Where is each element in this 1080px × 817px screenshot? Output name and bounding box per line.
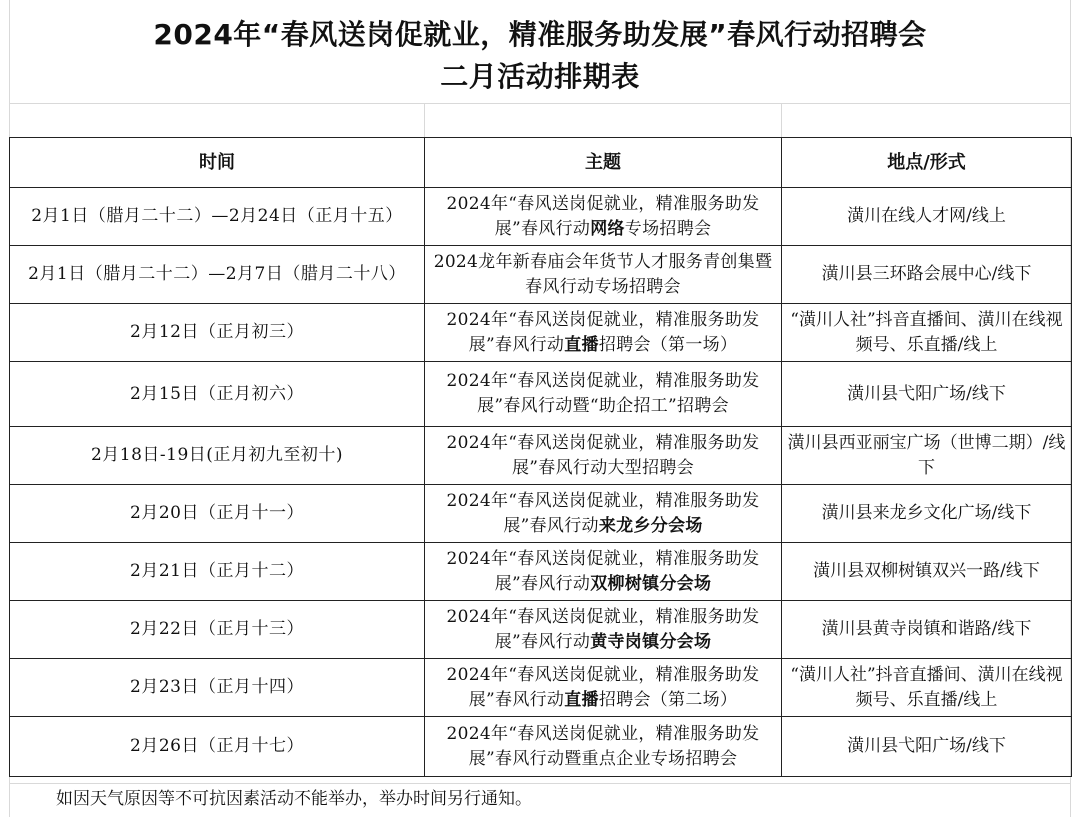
header-place: 地点/形式 [782, 138, 1072, 188]
table-row [10, 485, 1072, 543]
cell-time: 2月12日（正月初三） [10, 304, 425, 362]
cell-theme [425, 304, 782, 362]
theme-text: 2024年“春风送岗促就业，精准服务助发展”春风行动 [446, 309, 760, 355]
cell-place: 潢川在线人才网/线上 [782, 188, 1072, 246]
cell-place: 潢川县黄寺岗镇和谐路/线下 [782, 601, 1072, 659]
table-header-row [10, 138, 1072, 188]
table-row [10, 543, 1072, 601]
cell-place: 潢川县双柳树镇双兴一路/线下 [782, 543, 1072, 601]
title-line-2: 二月活动排期表 [440, 60, 640, 93]
header-time: 时间 [10, 138, 425, 188]
cell-time: 2月21日（正月十二） [10, 543, 425, 601]
theme-text: 2024年“春风送岗促就业，精准服务助发展”春风行动大型招聘会 [446, 432, 760, 478]
cell-place: 潢川县来龙乡文化广场/线下 [782, 485, 1072, 543]
cell-place: “潢川人社”抖音直播间、潢川在线视频号、乐直播/线上 [782, 659, 1072, 717]
cell-time: 2月15日（正月初六） [10, 362, 425, 427]
page-title [0, 14, 1080, 98]
cell-theme [425, 427, 782, 485]
cell-theme [425, 659, 782, 717]
table-row [10, 427, 1072, 485]
table-row [10, 188, 1072, 246]
footnote: 如因天气原因等不可抗因素活动不能举办，举办时间另行通知。 [56, 789, 532, 809]
theme-text: 2024年“春风送岗促就业，精准服务助发展”春风行动 [446, 548, 760, 594]
theme-text: 2024年“春风送岗促就业，精准服务助发展”春风行动 [446, 490, 760, 536]
theme-text: 2024龙年新春庙会年货节人才服务青创集暨春风行动专场招聘会 [433, 251, 773, 297]
theme-text: 招聘会（第一场） [598, 334, 738, 355]
table-row [10, 601, 1072, 659]
table-row [10, 717, 1072, 777]
cell-place: 潢川县三环路会展中心/线下 [782, 246, 1072, 304]
cell-time: 2月23日（正月十四） [10, 659, 425, 717]
cell-place: “潢川人社”抖音直播间、潢川在线视频号、乐直播/线上 [782, 304, 1072, 362]
cell-time: 2月1日（腊月二十二）—2月24日（正月十五） [10, 188, 425, 246]
theme-text: 2024年“春风送岗促就业，精准服务助发展”春风行动暨重点企业专场招聘会 [446, 723, 760, 769]
cell-time: 2月20日（正月十一） [10, 485, 425, 543]
theme-highlight-text: 黄寺岗镇分会场 [590, 631, 712, 652]
theme-text: 2024年“春风送岗促就业，精准服务助发展”春风行动 [446, 664, 760, 710]
cell-time: 2月1日（腊月二十二）—2月7日（腊月二十八） [10, 246, 425, 304]
cell-theme [425, 188, 782, 246]
cell-theme [425, 485, 782, 543]
cell-theme [425, 717, 782, 777]
cell-time: 2月26日（正月十七） [10, 717, 425, 777]
theme-highlight-text: 直播 [564, 334, 599, 355]
cell-theme [425, 601, 782, 659]
theme-highlight-text: 直播 [564, 689, 599, 710]
theme-text: 2024年“春风送岗促就业，精准服务助发展”春风行动暨“助企招工”招聘会 [446, 371, 760, 416]
schedule-table [9, 137, 1072, 777]
theme-text: 招聘会（第二场） [598, 689, 738, 710]
cell-theme [425, 362, 782, 427]
theme-text: 专场招聘会 [624, 218, 712, 239]
cell-time: 2月18日-19日(正月初九至初十) [10, 427, 425, 485]
table-body [10, 188, 1072, 777]
table-row [10, 362, 1072, 427]
table-row [10, 659, 1072, 717]
table-row [10, 304, 1072, 362]
title-line-1: 2024年“春风送岗促就业，精准服务助发展”春风行动招聘会 [153, 18, 927, 51]
theme-highlight-text: 网络 [590, 218, 625, 239]
theme-text: 2024年“春风送岗促就业，精准服务助发展”春风行动 [446, 193, 760, 239]
theme-text: 2024年“春风送岗促就业，精准服务助发展”春风行动 [446, 606, 760, 652]
cell-place: 潢川县弋阳广场/线下 [782, 717, 1072, 777]
cell-time: 2月22日（正月十三） [10, 601, 425, 659]
cell-theme [425, 246, 782, 304]
cell-theme [425, 543, 782, 601]
table-row [10, 246, 1072, 304]
theme-highlight-text: 双柳树镇分会场 [590, 573, 712, 594]
header-theme: 主题 [425, 138, 782, 188]
theme-highlight-text: 来龙乡分会场 [598, 515, 703, 536]
cell-place: 潢川县弋阳广场/线下 [782, 362, 1072, 427]
cell-place: 潢川县西亚丽宝广场（世博二期）/线下 [782, 427, 1072, 485]
